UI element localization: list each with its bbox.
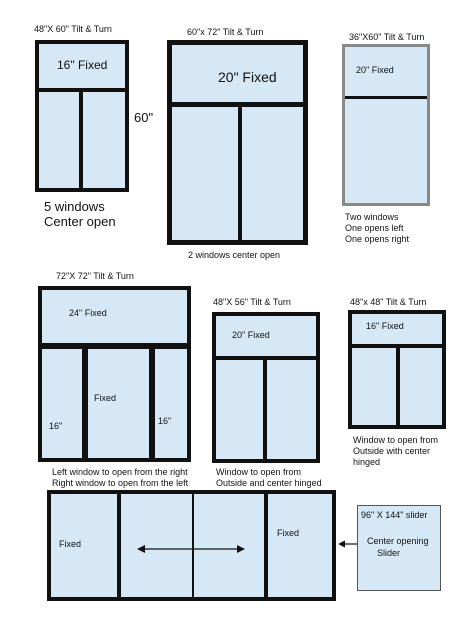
slider-legend-title: 96" X 144" slider [361, 510, 428, 520]
window-5-frame [212, 312, 320, 463]
window-4-title: 72"X 72" Tilt & Turn [56, 271, 134, 281]
window-1-note-line2: Center open [44, 214, 116, 229]
window-1-title: 48"X 60" Tilt & Turn [34, 24, 112, 34]
window-4-right-label: 16" [158, 416, 172, 426]
window-4-frame [38, 286, 191, 462]
window-6-mullion [396, 348, 400, 425]
window-1-note-line1: 5 windows [44, 199, 105, 214]
window-4-left-label: 16" [49, 421, 63, 431]
window-3-note-line2: One opens left [345, 223, 404, 233]
slider-right-fixed-label: Fixed [277, 528, 300, 538]
window-1-mullion [79, 92, 83, 188]
slider-legend-label-line2: Slider [377, 548, 401, 558]
window-5-mullion [263, 360, 267, 459]
window-1-fixed-label: 16" Fixed [57, 58, 108, 72]
window-4-center-label: Fixed [94, 393, 117, 403]
window-6-note-line2: Outside with center [353, 446, 431, 456]
slide-direction-arrow-icon [137, 542, 245, 556]
window-3-frame [342, 44, 430, 206]
window-3-note-line1: Two windows [345, 212, 399, 222]
window-5-note-line1: Window to open from [216, 467, 302, 477]
window-3-title: 36"X60" Tilt & Turn [349, 32, 425, 42]
slider-window-frame [47, 490, 336, 601]
window-4-transom-bar [42, 343, 187, 349]
window-4-right-mullion [149, 349, 155, 458]
slider-legend-label-line1: Center opening [367, 536, 429, 546]
window-3-fixed-label: 20" Fixed [356, 65, 394, 75]
window-6-fixed-label: 16" Fixed [366, 321, 404, 331]
window-2-fixed-label: 20" Fixed [218, 69, 277, 85]
window-6-note-line1: Window to open from [353, 435, 439, 445]
window-4-note-line1: Left window to open from the right [52, 467, 188, 477]
window-2-note: 2 windows center open [188, 250, 281, 260]
window-5-note-line2: Outside and center hinged [216, 478, 322, 488]
pointer-arrow-icon [338, 539, 358, 549]
window-6-note-line3: hinged [353, 457, 381, 467]
window-4-note-line2: Right window to open from the left [52, 478, 189, 488]
window-2-frame [167, 40, 308, 245]
window-5-fixed-label: 20" Fixed [232, 330, 270, 340]
window-5-title: 48"X 56" Tilt & Turn [213, 297, 291, 307]
window-4-fixed-label: 24" Fixed [69, 308, 107, 318]
window-6-title: 48"x 48" Tilt & Turn [350, 297, 427, 307]
window-4-left-mullion [82, 349, 88, 458]
slider-right-divider [264, 494, 268, 597]
slider-left-fixed-label: Fixed [59, 539, 82, 549]
window-3-note-line3: One opens right [345, 234, 410, 244]
slider-legend-box [357, 505, 441, 591]
window-1-frame [35, 40, 129, 192]
window-2-mullion [238, 107, 242, 240]
window-2-title: 60"x 72" Tilt & Turn [187, 27, 264, 37]
window-1-side-dimension: 60" [134, 110, 154, 125]
window-6-frame [348, 310, 446, 429]
slider-left-divider [117, 494, 121, 597]
window-3-transom-bar [345, 96, 427, 99]
